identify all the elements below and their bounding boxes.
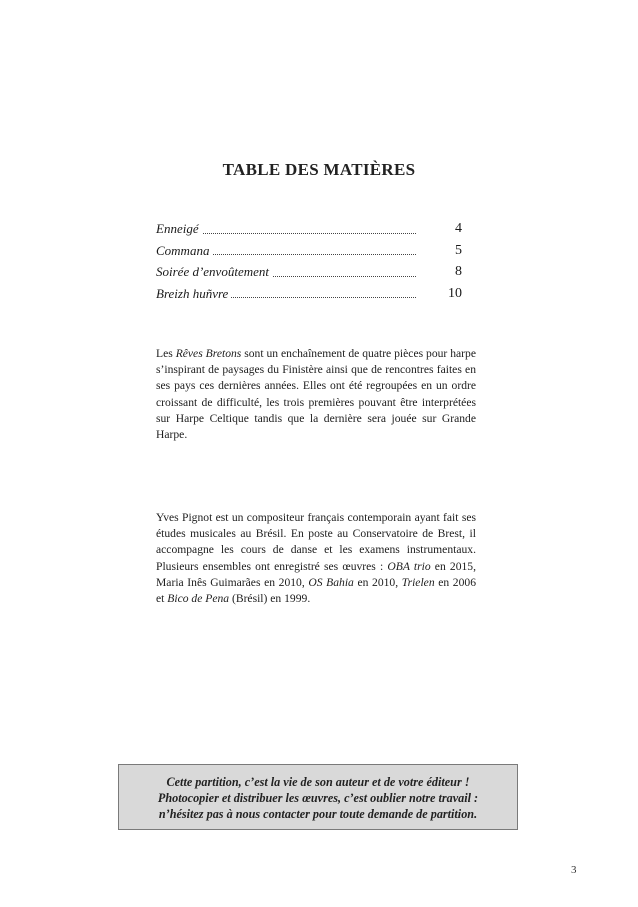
intro-text: Les bbox=[156, 347, 176, 360]
ensemble-name: OS Bahia bbox=[308, 575, 354, 589]
intro-paragraph bbox=[156, 346, 476, 443]
ensemble-name: Bico de Pena bbox=[167, 592, 230, 606]
ensemble-name: OBA trio bbox=[387, 559, 431, 573]
toc-entry bbox=[156, 240, 464, 262]
toc-entry-page: 5 bbox=[455, 242, 462, 258]
page-number: 3 bbox=[571, 864, 577, 876]
toc-entry-page: 8 bbox=[455, 264, 462, 279]
toc-entry-page: 4 bbox=[455, 221, 462, 236]
bio-text: en 2015, Maria Inês Guimarães en 2010, bbox=[156, 559, 477, 589]
toc-entry bbox=[156, 261, 464, 283]
toc-entry-title: Breizh huñvre bbox=[156, 286, 231, 301]
notice-line: Photocopier et distribuer les œuvres, c’est oublier notre travail : bbox=[157, 791, 479, 805]
notice-line: n’hésitez pas à nous contacter pour toute demande de partition. bbox=[158, 807, 478, 821]
toc-entry-title: Soirée d’envoûtement bbox=[156, 264, 272, 279]
bio-text: Yves Pignot est un compositeur français contemporain ayant fait ses études musicales au Brésil. En poste au Conservatoire de Brest, il accompagne les cours de danse et les examens instrumentaux. Plusieurs ensembles ont enregistré ses œuvres : bbox=[156, 511, 476, 573]
toc-entry bbox=[156, 283, 464, 305]
ensemble-name: Trielen bbox=[401, 575, 435, 589]
toc-entry-page: 10 bbox=[448, 285, 462, 301]
bio-text: en 2006 et bbox=[156, 575, 476, 606]
bio-text: (Brésil) en 1999. bbox=[229, 592, 311, 606]
page-title: TABLE DES MATIÈRES bbox=[222, 160, 416, 179]
toc-entry-title: Commana bbox=[156, 243, 212, 258]
table-of-contents bbox=[156, 218, 464, 304]
collection-title: Rêves Bretons bbox=[175, 347, 242, 360]
notice-line: Cette partition, c’est la vie de son auteur et de votre éditeur ! bbox=[166, 775, 470, 789]
toc-entry bbox=[156, 218, 464, 240]
toc-entry-title: Enneigé bbox=[156, 221, 202, 236]
copyright-notice-box bbox=[118, 764, 518, 830]
bio-text: en 2010, bbox=[353, 575, 402, 589]
intro-text: sont un enchaînement de quatre pièces pour harpe s’inspirant de paysages du Finistère ainsi que de rencontres faites en ses pays ces dernières années. Elles ont été regroupées en un ordre croissant de difficulté, les trois premières pouvant être interprétées sur Harpe Celtique tandis que la dernière sera jouée sur Grande Harpe. bbox=[156, 347, 476, 442]
composer-bio-paragraph bbox=[156, 510, 476, 607]
